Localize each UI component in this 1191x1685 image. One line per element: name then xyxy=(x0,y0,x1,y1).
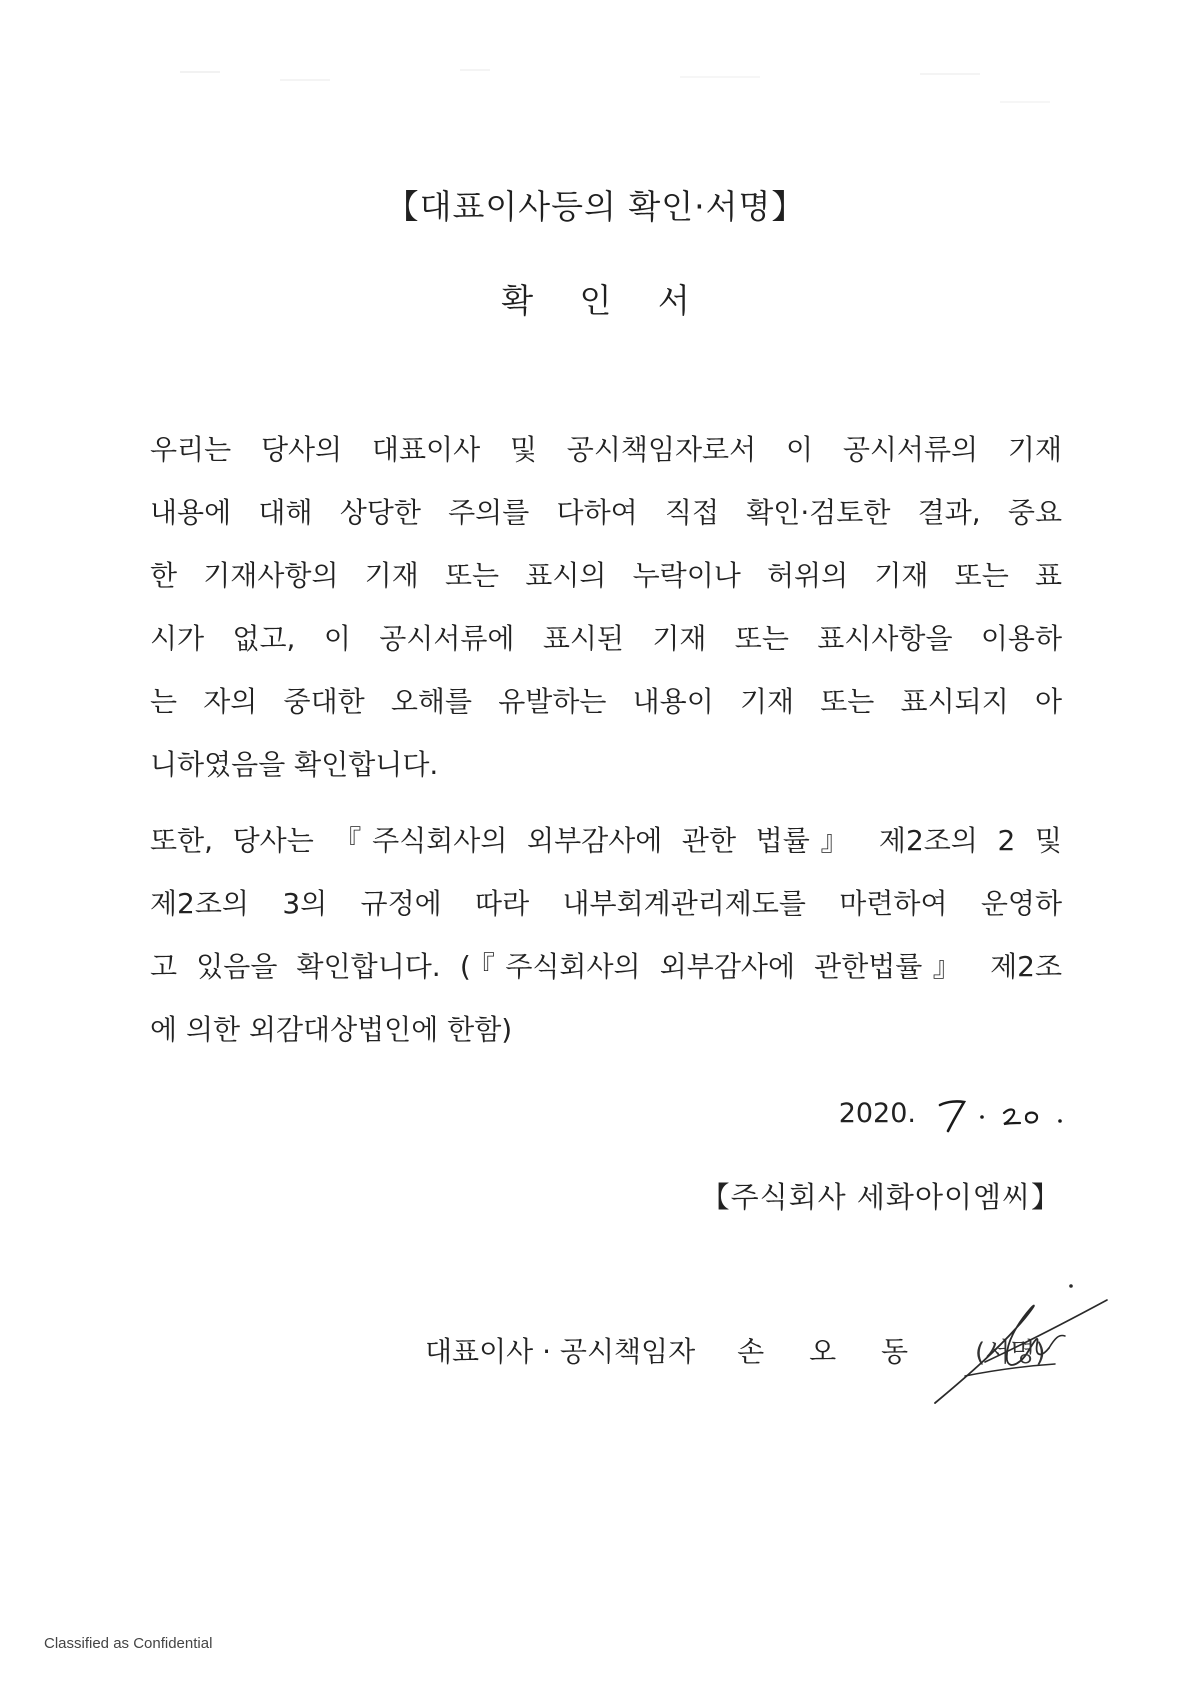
document-subtitle: 확 인 서 xyxy=(501,281,708,320)
handwritten-signature xyxy=(925,1278,1115,1418)
date-year: 2020. xyxy=(838,1097,916,1129)
signer-name: 손 오 동 xyxy=(737,1335,927,1368)
paragraph-line: 시가 없고, 이 공시서류에 표시된 기재 또는 표시사항을 이용하 xyxy=(150,622,1062,655)
paragraph-line: 고 있음을 확인합니다. (『주식회사의 외부감사에 관한법률』 제2조 xyxy=(150,950,1062,983)
paragraph-line: 또한, 당사는 『주식회사의 외부감사에 관한 법률』 제2조의 2 및 xyxy=(150,824,1062,857)
scan-noise-marks xyxy=(160,62,1060,112)
paragraph-line: 한 기재사항의 기재 또는 표시의 누락이나 허위의 기재 또는 표 xyxy=(150,559,1062,592)
paragraph-line: 니하였음을 확인합니다. xyxy=(150,748,439,781)
signer-title: 대표이사 · 공시책임자 xyxy=(425,1335,696,1368)
sign-label: (서명) xyxy=(975,1338,1046,1368)
signer-line xyxy=(425,1330,926,1370)
paragraph-line: 내용에 대해 상당한 주의를 다하여 직접 확인·검토한 결과, 중요 xyxy=(150,496,1062,529)
company-name: 【주식회사 세화아이엠씨】 xyxy=(700,1180,1061,1214)
paragraph-line: 에 의한 외감대상법인에 한함) xyxy=(150,1013,513,1046)
paragraph-line: 우리는 당사의 대표이사 및 공시책임자로서 이 공시서류의 기재 xyxy=(150,433,1062,466)
paragraph-line: 제2조의 3의 규정에 따라 내부회계관리제도를 마련하여 운영하 xyxy=(150,887,1062,920)
confidentiality-footer: Classified as Confidential xyxy=(44,1635,213,1652)
date-line xyxy=(839,1093,1069,1133)
paragraph-line: 는 자의 중대한 오해를 유발하는 내용이 기재 또는 표시되지 아 xyxy=(150,685,1062,718)
confirmation-paragraph xyxy=(150,418,1062,796)
internal-control-paragraph xyxy=(150,809,1062,1061)
document-heading: 【대표이사등의 확인·서명】 xyxy=(385,187,806,226)
handwritten-date xyxy=(934,1093,1069,1133)
